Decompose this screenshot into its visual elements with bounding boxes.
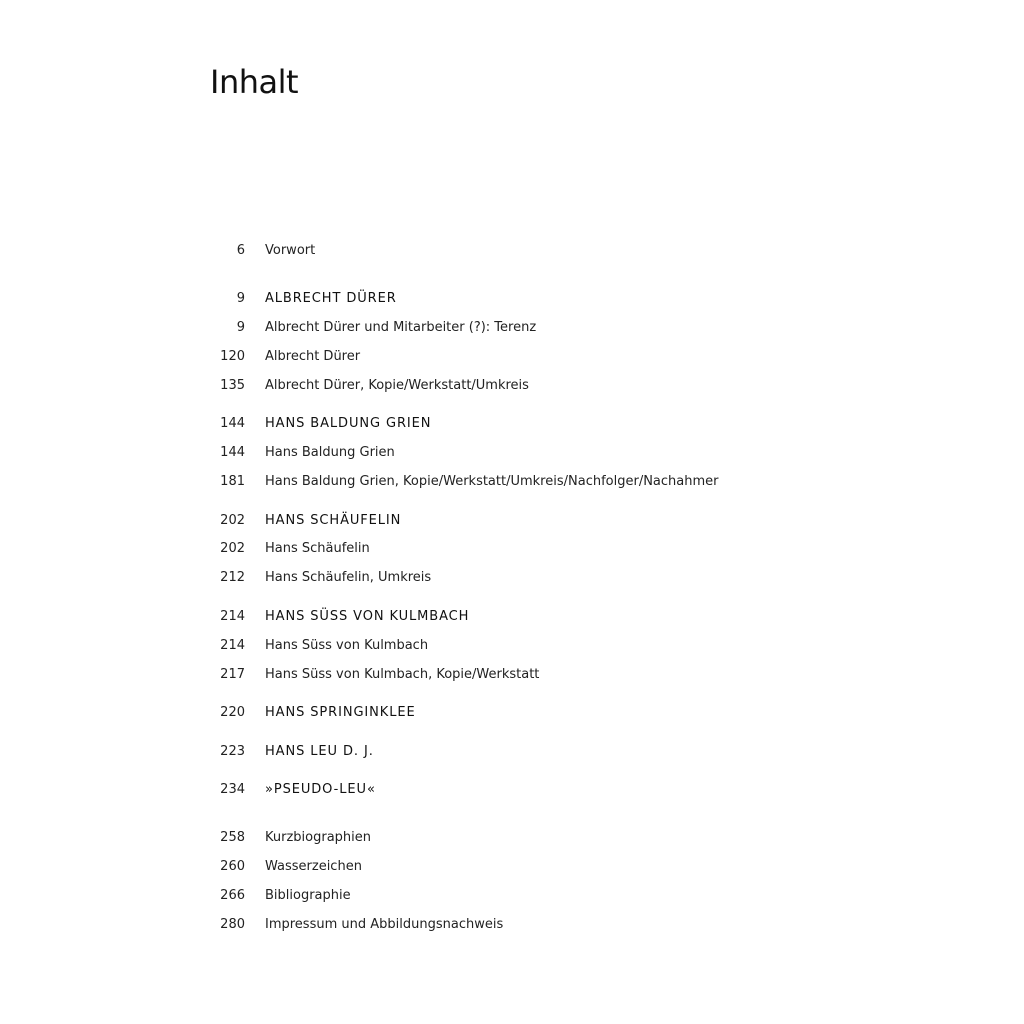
toc-row-baldung-grien-kopie[interactable]	[200, 472, 900, 492]
toc-section-label: HANS BALDUNG GRIEN	[265, 416, 432, 431]
toc-page-number: 120	[220, 349, 245, 364]
toc-page-number: 260	[220, 859, 245, 874]
toc-page-number: 144	[220, 445, 245, 460]
toc-row-suess-von-kulmbach-kopie[interactable]	[200, 665, 900, 685]
toc-entry-label: Wasserzeichen	[265, 859, 362, 874]
toc-section-baldung-grien[interactable]	[200, 414, 900, 434]
toc-entry-label: Vorwort	[265, 243, 316, 258]
toc-row-duerer-terenz[interactable]	[200, 318, 900, 338]
toc-entry-label: Hans Baldung Grien	[265, 445, 395, 460]
toc-page-number: 202	[220, 541, 245, 556]
toc-page-number: 217	[220, 667, 245, 682]
toc-page-number: 6	[236, 243, 245, 258]
toc-entry-label: Impressum und Abbildungsnachweis	[265, 917, 504, 932]
toc-section-label: »PSEUDO-LEU«	[265, 782, 376, 797]
toc-row-duerer-kopie[interactable]	[200, 376, 900, 396]
toc-section-pseudo-leu[interactable]	[200, 780, 900, 800]
toc-entry-label: Hans Süss von Kulmbach	[265, 638, 429, 653]
toc-row-kurzbiographien[interactable]	[200, 828, 900, 848]
toc-row-schaeufelin[interactable]	[200, 539, 900, 559]
toc-page-number: 144	[220, 416, 245, 431]
toc-row-bibliographie[interactable]	[200, 886, 900, 906]
toc-page-number: 280	[220, 917, 245, 932]
toc-entry-label: Hans Schäufelin, Umkreis	[265, 570, 432, 585]
toc-page-number: 214	[220, 609, 245, 624]
toc-page-number: 9	[236, 320, 245, 335]
toc-row-vorwort[interactable]	[200, 241, 900, 261]
toc-page-number: 266	[220, 888, 245, 903]
toc-entry-label: Albrecht Dürer und Mitarbeiter (?): Terenz	[265, 320, 537, 335]
toc-entry-label: Hans Baldung Grien, Kopie/Werkstatt/Umkreis/Nachfolger/Nachahmer	[265, 474, 719, 489]
toc-entry-label: Hans Schäufelin	[265, 541, 370, 556]
toc-row-suess-von-kulmbach[interactable]	[200, 636, 900, 656]
toc-entry-label: Bibliographie	[265, 888, 351, 903]
toc-page-number: 220	[220, 705, 245, 720]
page-title: Inhalt	[210, 63, 299, 101]
toc-section-label: HANS SPRINGINKLEE	[265, 705, 416, 720]
toc-section-label: ALBRECHT DÜRER	[265, 291, 397, 306]
toc-entry-label: Hans Süss von Kulmbach, Kopie/Werkstatt	[265, 667, 540, 682]
toc-row-wasserzeichen[interactable]	[200, 857, 900, 877]
toc-section-springinklee[interactable]	[200, 703, 900, 723]
toc-entry-label: Albrecht Dürer, Kopie/Werkstatt/Umkreis	[265, 378, 529, 393]
toc-entry-label: Kurzbiographien	[265, 830, 372, 845]
toc-row-schaeufelin-umkreis[interactable]	[200, 568, 900, 588]
toc-section-leu[interactable]	[200, 742, 900, 762]
toc-section-label: HANS SÜSS VON KULMBACH	[265, 609, 470, 624]
toc-entry-label: Albrecht Dürer	[265, 349, 361, 364]
toc-page-number: 223	[220, 744, 245, 759]
toc-row-impressum[interactable]	[200, 915, 900, 935]
toc-section-label: HANS SCHÄUFELIN	[265, 513, 402, 528]
toc-section-label: HANS LEU D. J.	[265, 744, 374, 759]
toc-page-number: 212	[220, 570, 245, 585]
toc-page-number: 214	[220, 638, 245, 653]
toc-section-albrecht-duerer[interactable]	[200, 289, 900, 309]
toc-row-baldung-grien[interactable]	[200, 443, 900, 463]
toc-page-number: 258	[220, 830, 245, 845]
toc-section-suess-von-kulmbach[interactable]	[200, 607, 900, 627]
toc-section-schaeufelin[interactable]	[200, 511, 900, 531]
toc-page-number: 181	[220, 474, 245, 489]
toc-page-number: 202	[220, 513, 245, 528]
toc-page-number: 9	[236, 291, 245, 306]
toc-row-duerer[interactable]	[200, 347, 900, 367]
toc-page-number: 135	[220, 378, 245, 393]
toc-page-number: 234	[220, 782, 245, 797]
